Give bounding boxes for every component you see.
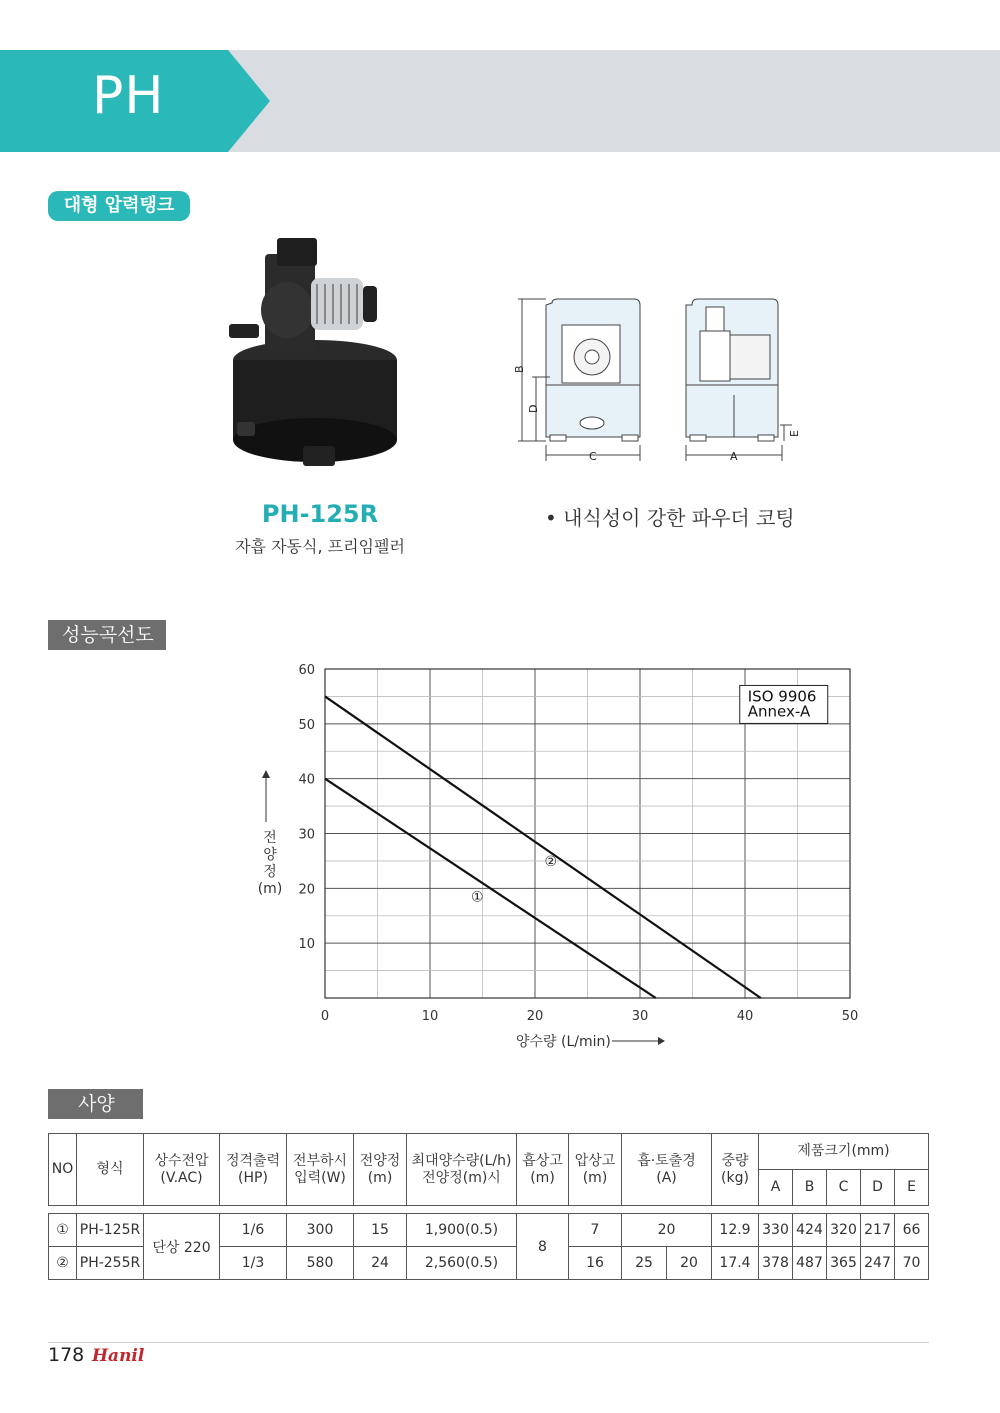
feature-text: • 내식성이 강한 파우더 코팅 <box>545 506 795 530</box>
x-tick-label: 30 <box>631 1009 649 1024</box>
performance-chart <box>240 650 880 1060</box>
cell-bore-out: 20 <box>667 1247 712 1280</box>
dimension-drawing <box>510 295 810 465</box>
product-model: PH-125R <box>261 500 379 528</box>
dim-label-c: C <box>589 450 597 463</box>
cell-input: 580 <box>287 1247 354 1280</box>
cell-pressure: 7 <box>569 1214 622 1247</box>
cell-head: 15 <box>354 1214 407 1247</box>
cell-size-c: 365 <box>827 1247 861 1280</box>
cell-weight: 12.9 <box>712 1214 759 1247</box>
x-tick-label: 20 <box>526 1009 544 1024</box>
annotation-text: ISO 9906 <box>747 687 817 706</box>
col-header-size-b: B <box>793 1170 827 1206</box>
col-header-size-d: D <box>861 1170 895 1206</box>
cell-size-a: 378 <box>759 1247 793 1280</box>
footer-divider <box>48 1342 929 1343</box>
section-label-spec: 사양 <box>48 1089 143 1119</box>
col-header-no: NO <box>49 1134 77 1206</box>
y-tick-label: 60 <box>298 663 315 678</box>
cell-bore: 20 <box>622 1214 712 1247</box>
cell-max-flow: 1,900(0.5) <box>407 1214 517 1247</box>
table-row <box>49 1214 929 1247</box>
brand-logo: Hanil <box>92 1346 145 1366</box>
section-label-tank: 대형 압력탱크 <box>48 191 190 221</box>
col-header-voltage: 상수전압 (V.AC) <box>144 1134 220 1206</box>
cell-size-d: 217 <box>861 1214 895 1247</box>
dim-label-e: E <box>788 430 801 437</box>
cell-model: PH-255R <box>77 1247 144 1280</box>
x-axis-label: 양수량 (L/min) <box>516 1034 611 1050</box>
cell-suction: 8 <box>517 1214 569 1280</box>
cell-size-a: 330 <box>759 1214 793 1247</box>
col-header-size-e: E <box>895 1170 929 1206</box>
cell-max-flow: 2,560(0.5) <box>407 1247 517 1280</box>
cell-size-e: 70 <box>895 1247 929 1280</box>
cell-pressure: 16 <box>569 1247 622 1280</box>
cell-size-c: 320 <box>827 1214 861 1247</box>
col-header-model: 형식 <box>77 1134 144 1206</box>
x-tick-label: 40 <box>736 1009 754 1024</box>
page-number: 178 <box>48 1344 85 1366</box>
y-tick-label: 20 <box>298 882 315 898</box>
cell-no: ① <box>49 1214 77 1247</box>
product-description: 자흡 자동식, 프리임펠러 <box>235 537 405 556</box>
col-header-head: 전양정 (m) <box>354 1134 407 1206</box>
cell-voltage: 단상 220 <box>144 1214 220 1280</box>
cell-output: 1/3 <box>220 1247 287 1280</box>
product-photo <box>215 232 415 472</box>
annotation-text: Annex-A <box>747 702 811 721</box>
series-label: ② <box>544 853 558 870</box>
y-tick-label: 50 <box>298 717 315 733</box>
cell-input: 300 <box>287 1214 354 1247</box>
col-header-bore: 흡·토출경 (A) <box>622 1134 712 1206</box>
col-header-size: 제품크기(mm) <box>759 1134 929 1170</box>
cell-size-e: 66 <box>895 1214 929 1247</box>
y-tick-label: 40 <box>298 772 315 788</box>
col-header-size-a: A <box>759 1170 793 1206</box>
cell-size-b: 487 <box>793 1247 827 1280</box>
col-header-size-c: C <box>827 1170 861 1206</box>
section-label-chart: 성능곡선도 <box>48 620 166 650</box>
cell-size-b: 424 <box>793 1214 827 1247</box>
dim-label-a: A <box>730 450 738 463</box>
x-axis-arrowhead <box>658 1037 665 1045</box>
y-tick-label: 10 <box>298 937 315 953</box>
cell-size-d: 247 <box>861 1247 895 1280</box>
y-axis-label-char: 전 <box>263 830 277 846</box>
col-header-pressure: 압상고 (m) <box>569 1134 622 1206</box>
cell-no: ② <box>49 1247 77 1280</box>
y-axis-arrowhead <box>262 770 270 778</box>
cell-model: PH-125R <box>77 1214 144 1247</box>
y-axis-label-unit: (m) <box>257 881 283 897</box>
x-tick-label: 10 <box>421 1009 439 1024</box>
col-header-output: 정격출력 (HP) <box>220 1134 287 1206</box>
series-line <box>325 696 761 998</box>
col-header-max-flow: 최대양수량(L/h) 전양정(m)시 <box>407 1134 517 1206</box>
y-tick-label: 30 <box>298 827 315 843</box>
table-separator <box>49 1206 929 1214</box>
y-axis-label-char: 정 <box>263 864 277 880</box>
x-tick-label: 0 <box>320 1009 330 1024</box>
col-header-suction: 흡상고 (m) <box>517 1134 569 1206</box>
page-title: PH <box>92 66 165 126</box>
cell-output: 1/6 <box>220 1214 287 1247</box>
spec-table <box>48 1133 929 1280</box>
col-header-weight: 중량 (kg) <box>712 1134 759 1206</box>
cell-head: 24 <box>354 1247 407 1280</box>
cell-weight: 17.4 <box>712 1247 759 1280</box>
dim-label-b: B <box>513 365 526 373</box>
cell-bore-in: 25 <box>622 1247 667 1280</box>
x-tick-label: 50 <box>841 1009 859 1024</box>
series-label: ① <box>470 889 484 906</box>
y-axis-label-char: 양 <box>263 847 277 863</box>
dim-label-d: D <box>527 404 540 413</box>
col-header-input: 전부하시 입력(W) <box>287 1134 354 1206</box>
